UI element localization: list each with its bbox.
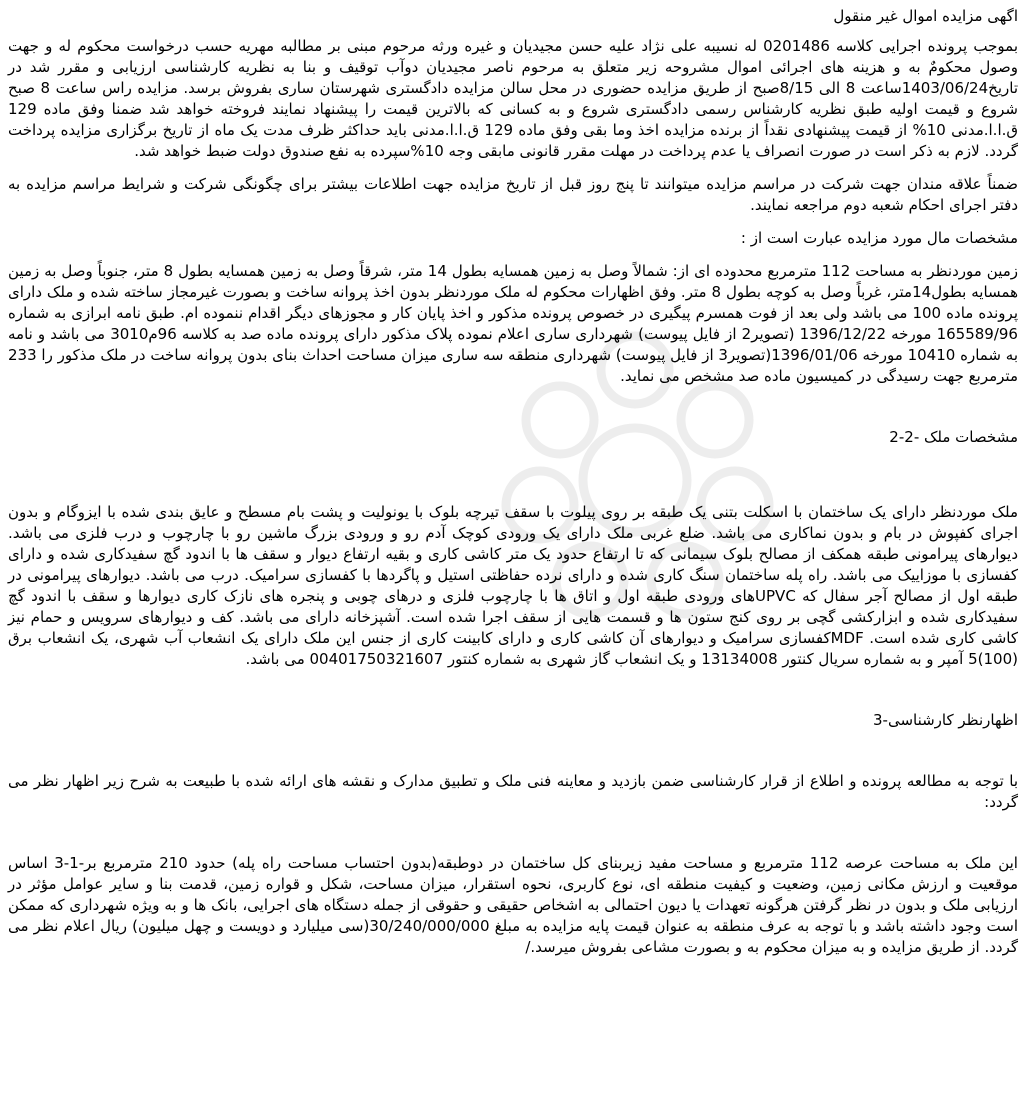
visit-paragraph: ضمناً علاقه مندان جهت شرکت در مراسم مزایده میتوانند تا پنج روز قبل از تاریخ مزایده جهت اطلاعات بیشتر برای چگونگی شرکت و شرایط مراسم مزایده به دفتر اجرای احکام شعبه دوم مراجعه نمایند. — [8, 175, 1018, 214]
intro-paragraph: بموجب پرونده اجرایی کلاسه 0201486 له نسیبه علی نژاد علیه حسن مجیدیان و غیره ورثه مرحوم مبنی بر مطالبه مهریه حسب درخواست محکوم له و جهت وصول محکومٌ به و هزینه های اجرائی اموال مشروحه زیر متعلق به مرحوم ناصر مجیدیان دوآب توقیف و بنا به نظریه کارشناسی ارزیابی و مقرر شد در تاریخ1403/06/24ساعت 8 الی 8/15صبح از طریق مزایده حضوری در محل سالن مزایده دادگستری شهرستان ساری بفروش برسد. مزایده راس ساعت 8 صبح شروع و قیمت اولیه طبق نظریه کارشناس رسمی دادگستری شروع و به کسانی که بالاترین قیمت را پیشنهاد نمایند فروخته خواهد شد ضمنا وفق ماده 129 ق.ا.ا.مدنی 10% از قیمت پیشنهادی نقداً از برنده مزایده اخذ وما بقی وفق ماده 129 ق.ا.ا.مدنی باید حداکثر ظرف مدت یک ماه از تاریخ برگزاری مزایده پرداخت گردد. لازم به ذکر است در صورت انصراف یا عدم پرداخت در مهلت مقرر قانونی مابقی وجه 10%سپرده به نفع صندوق دولت ضبط خواهد شد. — [8, 37, 1019, 160]
expert-opinion-heading: اظهارنظر کارشناسی-3 — [872, 711, 1018, 729]
valuation-paragraph: این ملک به مساحت عرصه 112 مترمربع و مساحت مفید زیربنای کل ساختمان در دوطبقه(بدون احتساب مساحت راه پله) حدود 210 مترمربع بر-1-3 اساس موقعیت و ارزش مکانی زمین، وضعیت و کیفیت منطقه ای، نوع کاربری، نحوه استقرار، میزان مساحت، شکل و قواره زمین، قدمت بنا و سایر عوامل مؤثر در ارزیابی ملک و بدون در نظر گرفتن هرگونه تعهدات یا دیون احتمالی به اشخاص حقیقی و حقوقی از جمله دستگاه های اجرایی، بانک ها و به ویژه شهرداری که ممکن است وجود داشته باشد و با توجه به عرف منطقه به عنوان قیمت پایه مزایده به مبلغ 30/240/000/000(سی میلیارد و دویست و چهل میلیون) ریال اعلام نظر می گردد. از طریق مزایده و به میزان محکوم به و بصورت مشاعی بفروش میرسد./ — [8, 854, 1018, 956]
notice-title: اگهی مزایده اموال غیر منقول — [833, 7, 1018, 25]
building-description-paragraph: ملک موردنظر دارای یک ساختمان با اسکلت بتنی یک طبقه بر روی پیلوت با سقف تیرچه بلوک با یونولیت و پشت بام مسطح و عایق بندی شده با ایزوگام و بدون اجرای کفپوش در بام و بدون نماکاری می باشد. ضلع غربی ملک دارای یک ورودی کوچک آدم رو و ورودی بزرگ ماشین رو با چارچوب و درب فلزی می باشد. دیوارهای پیرامونی طبقه همکف از مصالح بلوک سیمانی که تا ارتفاع حدود یک متر کاشی کاری و بقیه ارتفاع دیوار و سقف ها با اندود گچ سفیدکاری شده و دارای کفسازی با موزاییک می باشد. راه پله ساختمان سنگ کاری شده و دارای نرده حفاظتی استیل و پاگردها با کفسازی سرامیک. درب می باشد. دیوارهای پیرامونی در طبقه اول از مصالح آجر سفال که UPVCهای ورودی طبقه اول و اتاق ها با چارچوب فلزی و درهای چوبی و پنجره های نازک کاری دیوارها و سقف با اندود گچ سفیدکاری شده و ابزارکشی گچی بر روی کنج ستون ها و قسمت هایی از سقف اجرا شده است. آشپزخانه دارای می باشد. کف و دیوارهای سرویس و حمام نیز کاشی کاری شده است. MDFکفسازی سرامیک و دیوارهای آن کاشی کاری و دارای کابینت کاری از جنس این ملک دارای یک انشعاب آب شهری، یک انشعاب برق (100)5 آمپر و به شماره سریال کنتور 13134008 و یک انشعاب گاز شهری به شماره کنتور 00401750321607 می باشد. — [8, 503, 1018, 668]
property-specs-heading: مشخصات ملک -2-2 — [889, 428, 1018, 446]
specification-heading: مشخصات مال مورد مزایده عبارت است از : — [740, 229, 1018, 247]
land-description-paragraph: زمین موردنظر به مساحت 112 مترمربع محدوده ای از: شمالاً وصل به زمین همسایه بطول 14 متر، شرقاً وصل به زمین همسایه بطول 8 متر، جنوباً وصل به زمین همسایه بطول14متر، غرباً وصل به کوچه بطول 8 متر. وفق اظهارات محکوم له ملک موردنظر بدون اخذ پروانه ساخت و بصورت غیرمجاز ساخته شده و ملک دارای پرونده ماده 100 می باشد ولی بعد از فوت همسرم پیگیری در خصوص پرونده مذکور و اخذ پایان کار و مجوزهای دیگر اقدام ننموده ام. طبق نامه ابرازی به شماره 165589/96 مورخه 1396/12/22 (تصویر2 از فایل پیوست) شهرداری ساری اعلام نموده پلاک مذکور دارای پرونده ماده صد به کلاسه 96م3010 می باشد و نامه به شماره 10410 مورخه 1396/01/06(تصویر3 از فایل پیوست) شهرداری منطقه سه ساری میزان مساحت احداث بنای بدون پروانه ساخت در ملک مذکور را 233 مترمربع جهت رسیدگی در کمیسیون ماده صد مشخص می نماید. — [8, 262, 1019, 385]
expert-intro-paragraph: با توجه به مطالعه پرونده و اطلاع از قرار کارشناسی ضمن بازدید و معاینه فنی ملک و تطبیق مدارک و نقشه های ارائه شده با طبیعت به شرح زیر اظهار نظر می گردد: — [8, 772, 1018, 811]
